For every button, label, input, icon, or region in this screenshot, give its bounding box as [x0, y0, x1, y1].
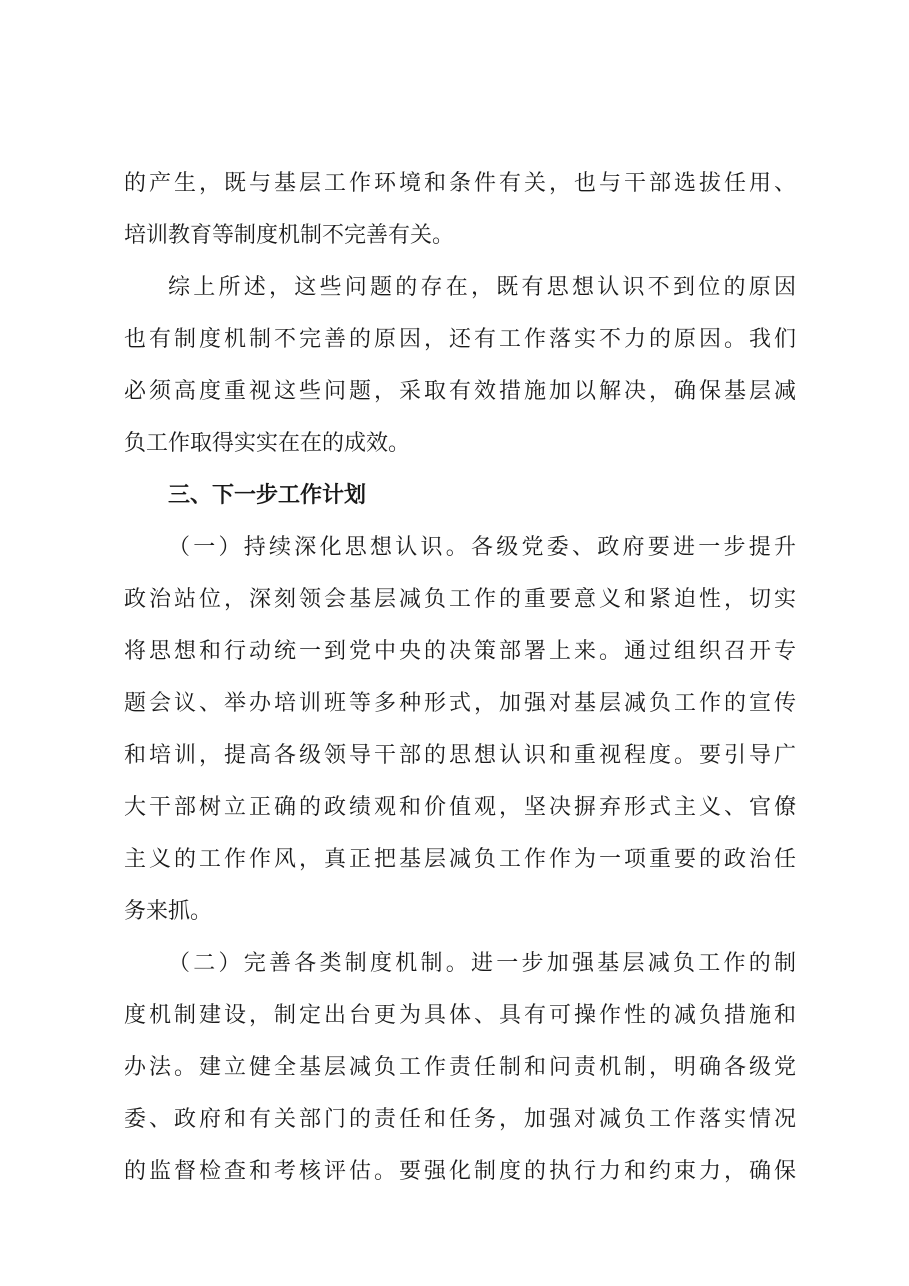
body-text-line: （一）持续深化思想认识。各级党委、政府要进一步提升: [168, 535, 796, 560]
body-text-line: 委、政府和有关部门的责任和任务，加强对减负工作落实情况: [124, 1107, 796, 1132]
body-text-line: 的产生，既与基层工作环境和条件有关，也与干部选拔任用、: [124, 171, 796, 196]
body-text-line: 培训教育等制度机制不完善有关。: [124, 223, 455, 248]
body-text-line: 综上所述，这些问题的存在，既有思想认识不到位的原因: [168, 275, 796, 300]
body-text-line: 将思想和行动统一到党中央的决策部署上来。通过组织召开专: [124, 639, 796, 664]
body-text-line: 负工作取得实实在在的成效。: [124, 431, 411, 456]
body-text-line: 题会议、举办培训班等多种形式，加强对基层减负工作的宣传: [124, 691, 796, 716]
body-text-line: 办法。建立健全基层减负工作责任制和问责机制，明确各级党: [124, 1055, 796, 1080]
body-text-line: 务来抓。: [124, 899, 213, 924]
section-heading: 三、下一步工作计划: [168, 483, 367, 508]
body-text-line: 度机制建设，制定出台更为具体、具有可操作性的减负措施和: [124, 1003, 796, 1028]
body-text-line: 政治站位，深刻领会基层减负工作的重要意义和紧迫性，切实: [124, 587, 796, 612]
body-text-line: 和培训，提高各级领导干部的思想认识和重视程度。要引导广: [124, 743, 796, 768]
body-text-line: 大干部树立正确的政绩观和价值观，坚决摒弃形式主义、官僚: [124, 795, 796, 820]
body-text-line: （二）完善各类制度机制。进一步加强基层减负工作的制: [168, 951, 796, 976]
body-text-line: 主义的工作作风，真正把基层减负工作作为一项重要的政治任: [124, 847, 796, 872]
body-text-line: 也有制度机制不完善的原因，还有工作落实不力的原因。我们: [124, 327, 796, 352]
body-text-line: 必须高度重视这些问题，采取有效措施加以解决，确保基层减: [124, 379, 796, 404]
body-text-line: 的监督检查和考核评估。要强化制度的执行力和约束力，确保: [124, 1159, 796, 1184]
